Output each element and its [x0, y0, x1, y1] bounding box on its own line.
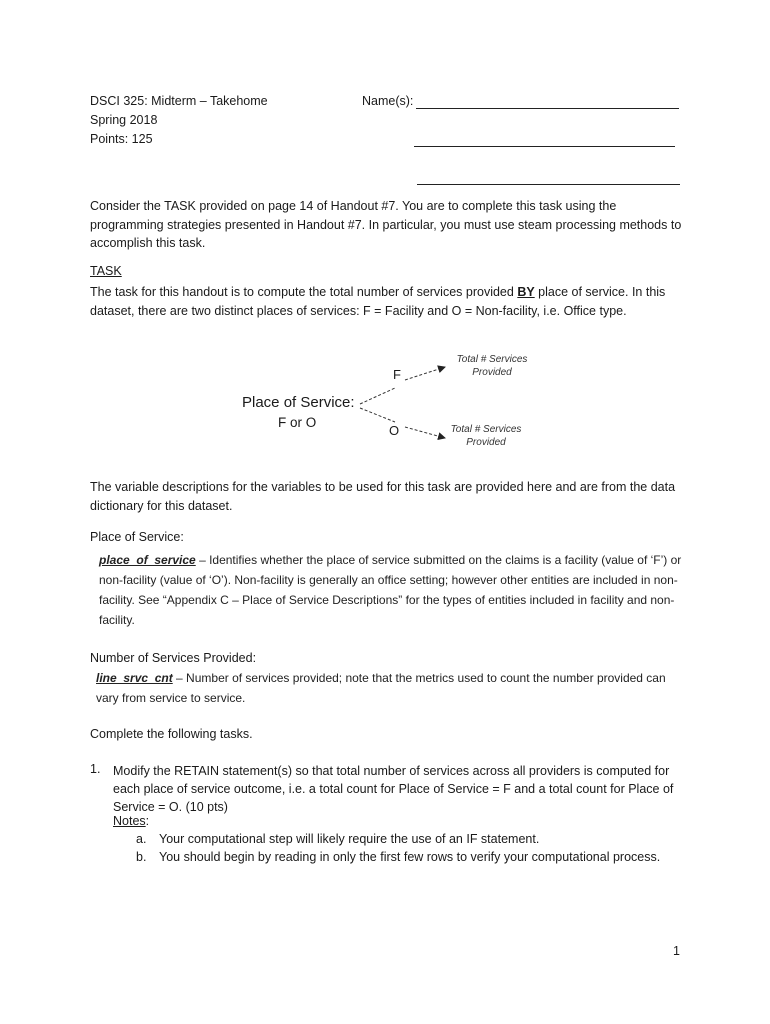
task-text-part1: The task for this handout is to compute the total number of services provided — [90, 285, 518, 299]
variables-intro: The variable descriptions for the variables to be used for this task are provided here and are from the data dictionary for this dataset. — [90, 480, 676, 513]
place-of-service-definition — [99, 550, 684, 630]
place-of-service-description: – Identifies whether the place of service submitted on the claims is a facility (value of ‘F’) or non-facility (value of ‘O’). Non-facility is generally an office setting; however other entities are included in non-facility. See “Appendix C – Place of Service Descriptions” for the types of entities included in facility and non-facility. — [99, 553, 682, 627]
branch-f-upper-arrow — [405, 367, 445, 380]
note-letter: b. — [136, 850, 147, 864]
points-label: Points: 125 — [90, 132, 153, 146]
task-by-emphasis: BY — [517, 285, 535, 299]
intro-paragraph: Consider the TASK provided on page 14 of Handout #7. You are to complete this task using the programming strategies presented in Handout #7. In particular, you must use steam processing methods to accomplish this task. — [90, 199, 682, 250]
diagram-root-sub: F or O — [278, 415, 317, 430]
page-number: 1 — [673, 944, 680, 958]
task-text: Modify the RETAIN statement(s) so that total number of services across all providers is computed for each place of service outcome, i.e. a total count for Place of Service = F and a total count for Place of Service = O. (10 pts) — [113, 764, 674, 814]
term-label: Spring 2018 — [90, 113, 158, 127]
task-paragraph — [90, 283, 690, 320]
services-description: – Number of services provided; note that the metrics used to count the number provided can vary from service to service. — [96, 671, 666, 705]
notes-heading — [113, 814, 149, 828]
task-heading: TASK — [90, 264, 122, 278]
notes-label: Notes — [113, 814, 146, 828]
name-line-3 — [417, 184, 680, 185]
diagram-leaf-f: Total # Services Provided — [456, 354, 528, 378]
name-line-1 — [416, 108, 679, 109]
name-line-2 — [414, 146, 675, 147]
names-label: Name(s): — [362, 94, 414, 108]
task-number: 1. — [90, 762, 101, 776]
diagram-leaf-o: Total # Services Provided — [450, 424, 522, 448]
services-heading: Number of Services Provided: — [90, 651, 257, 665]
branch-o-upper-arrow — [405, 427, 445, 438]
diagram-branch-o: O — [389, 423, 400, 438]
note-text: You should begin by reading in only the first few rows to verify your computational process. — [159, 850, 661, 864]
note-text: Your computational step will likely require the use of an IF statement. — [159, 832, 540, 846]
diagram-branch-f: F — [393, 367, 401, 382]
notes-colon: : — [145, 814, 150, 828]
services-term: line_srvc_cnt — [96, 671, 173, 685]
diagram-root-title: Place of Service: — [242, 394, 355, 411]
branch-o-lower-arrow — [360, 408, 395, 422]
place-of-service-heading: Place of Service: — [90, 530, 184, 544]
complete-tasks-label: Complete the following tasks. — [90, 727, 253, 741]
task-text-part2: place of service. In this dataset, there are two distinct places of services: F = Facility and O = Non-facility, i.e. Office type. — [90, 285, 666, 318]
services-definition — [96, 668, 681, 708]
note-letter: a. — [136, 832, 147, 846]
branch-f-lower-arrow — [360, 388, 395, 404]
place-of-service-term: place_of_service — [99, 553, 196, 567]
course-title: DSCI 325: Midterm – Takehome — [90, 94, 268, 108]
